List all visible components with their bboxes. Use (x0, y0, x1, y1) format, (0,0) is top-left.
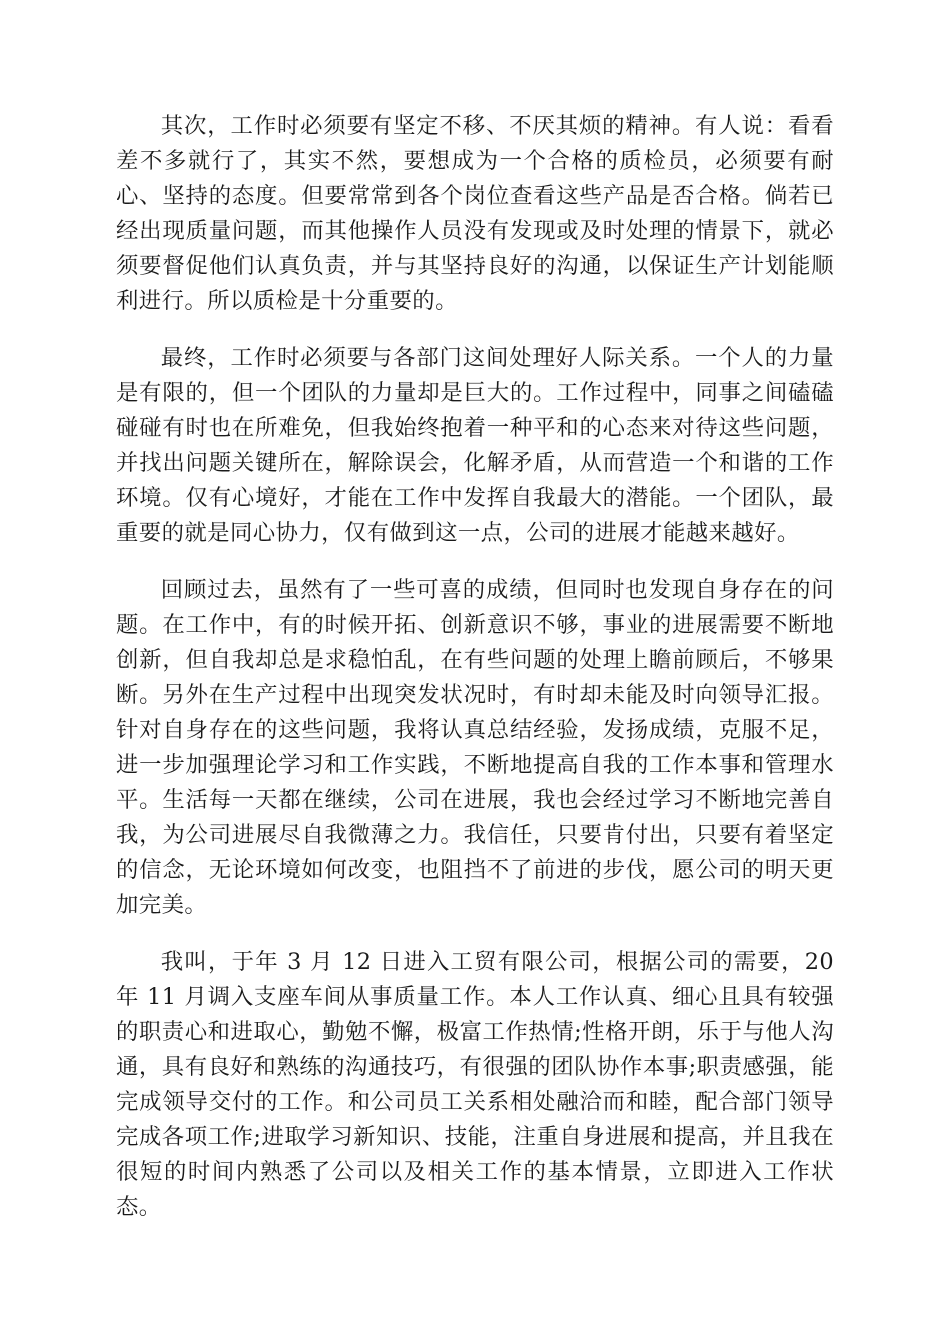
paragraph-2: 最终，工作时必须要与各部门这间处理好人际关系。一个人的力量是有限的，但一个团队的力量却是巨大的。工作过程中，同事之间磕磕碰碰有时也在所难免，但我始终抱着一种平和的心态来对待这些问题，并找出问题关键所在，解除误会，化解矛盾，从而营造一个和谐的工作环境。仅有心境好，才能在工作中发挥自我最大的潜能。一个团队，最重要的就是同心协力，仅有做到这一点，公司的进展才能越来越好。 (116, 345, 834, 546)
paragraph-1: 其次，工作时必须要有坚定不移、不厌其烦的精神。有人说：看看差不多就行了，其实不然，要想成为一个合格的质检员，必须要有耐心、坚持的态度。但要常常到各个岗位查看这些产品是否合格。倘若已经出现质量问题，而其他操作人员没有发现或及时处理的情景下，就必须要督促他们认真负责，并与其坚持良好的沟通，以保证生产计划能顺利进行。所以质检是十分重要的。 (116, 113, 834, 314)
paragraph-3: 回顾过去，虽然有了一些可喜的成绩，但同时也发现自身存在的问题。在工作中，有的时候开拓、创新意识不够，事业的进展需要不断地创新，但自我却总是求稳怕乱，在有些问题的处理上瞻前顾后，不够果断。另外在生产过程中出现突发状况时，有时却未能及时向领导汇报。针对自身存在的这些问题，我将认真总结经验，发扬成绩，克服不足，进一步加强理论学习和工作实践，不断地提高自我的工作本事和管理水平。生活每一天都在继续，公司在进展，我也会经过学习不断地完善自我，为公司进展尽自我微薄之力。我信任，只要肯付出，只要有着坚定的信念，无论环境如何改变，也阻挡不了前进的步伐，愿公司的明天更加完美。 (116, 577, 834, 918)
paragraph-4: 我叫，于年 3 月 12 日进入工贸有限公司，根据公司的需要，20 年 11 月调入支座车间从事质量工作。本人工作认真、细心且具有较强的职责心和进取心，勤勉不懈，极富工作热情;性格开朗，乐于与他人沟通，具有良好和熟练的沟通技巧，有很强的团队协作本事;职责感强，能完成领导交付的工作。和公司员工关系相处融洽而和睦，配合部门领导完成各项工作;进取学习新知识、技能，注重自身进展和提高，并且我在很短的时间内熟悉了公司以及相关工作的基本情景，立即进入工作状态。 (116, 949, 834, 1220)
document-body (116, 109, 834, 1247)
